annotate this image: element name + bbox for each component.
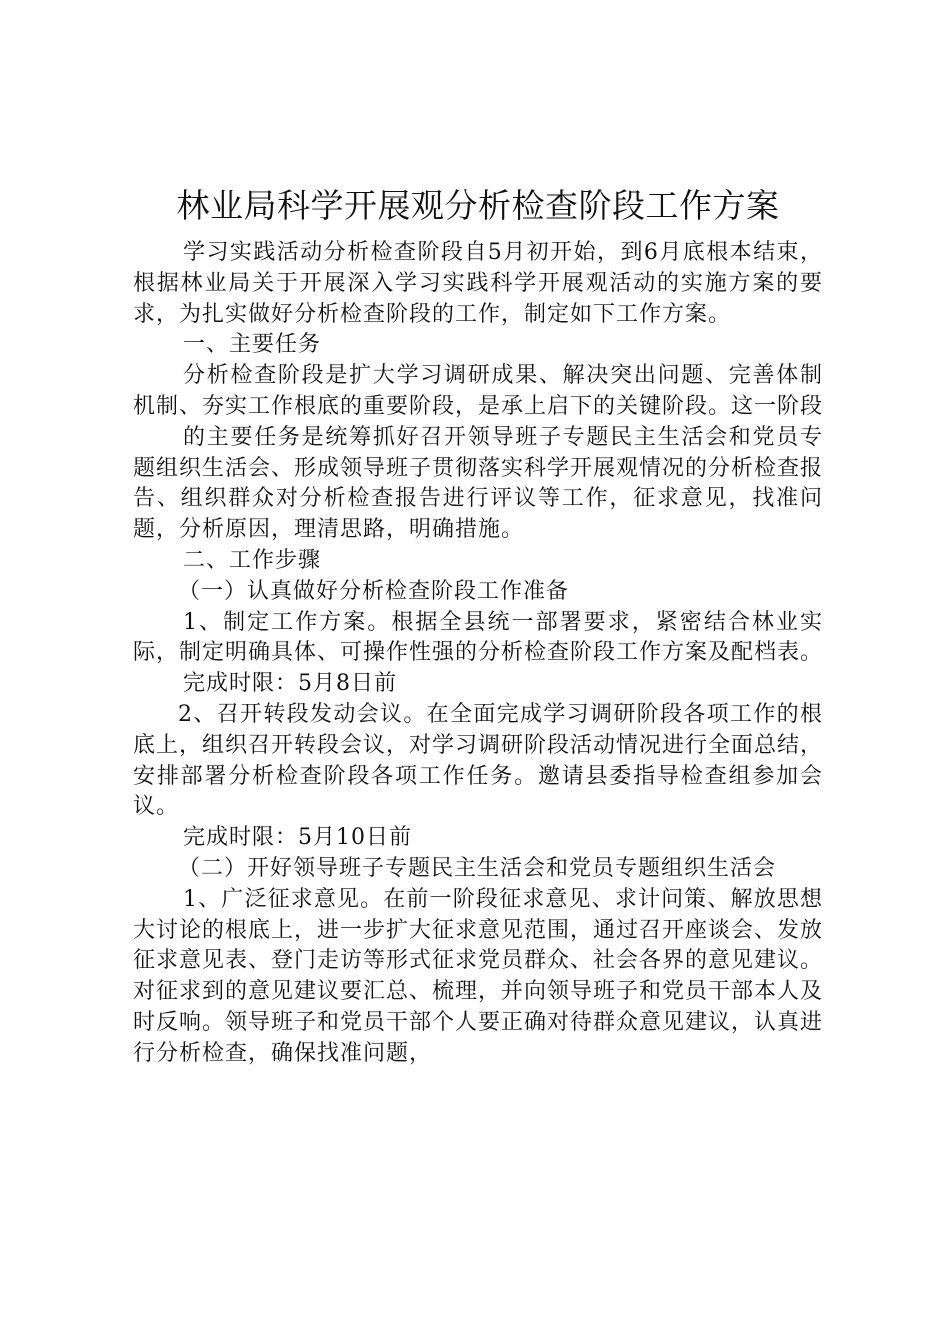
step-collect-opinions-paragraph: 1、广泛征求意见。在前一阶段征求意见、求计问策、解放思想大讨论的根底上，进一步扩大征求意见范围，通过召开座谈会、发放征求意见表、登门走访等形式征求党员群众、社会各界的意见建议。对征求到的意见建议要汇总、梳理，并向领导班子和党员干部本人及时反响。领导班子和党员干部个人要正确对待群众意见建议，认真进行分析检查，确保找准问题， [133, 886, 824, 1066]
document-title: 林业局科学开展观分析检查阶段工作方案 [176, 186, 780, 225]
deadline-may-8: 完成时限：5月8日前 [183, 671, 397, 697]
step-mobilization-meeting-paragraph: 2、召开转段发动会议。在全面完成学习调研阶段各项工作的根底上，组织召开转段会议，对学习调研阶段活动情况进行全面总结，安排部署分析检查阶段各项工作任务。邀请县委指导检查组参加会议。 [133, 701, 824, 820]
section-heading-main-tasks: 一、主要任务 [183, 332, 322, 358]
main-tasks-paragraph: 分析检查阶段是扩大学习调研成果、解决突出问题、完善体制机制、夯实工作根底的重要阶段，是承上启下的关键阶段。这一阶段 [133, 363, 824, 419]
step-work-plan-paragraph: 1、制定工作方案。根据全县统一部署要求，紧密结合林业实际，制定明确具体、可操作性强的分析检查阶段工作方案及配档表。 [133, 609, 824, 666]
document-page [133, 180, 823, 1070]
subsection-heading-life-meetings: （二）开好领导班子专题民主生活会和党员专题组织生活会 [178, 855, 777, 881]
main-tasks-paragraph-continued: 的主要任务是统筹抓好召开领导班子专题民主生活会和党员专题组织生活会、形成领导班子贯彻落实科学开展观情况的分析检查报告、组织群众对分析检查报告进行评议等工作，征求意见，找准问题，分析原因，理清思路，明确措施。 [133, 424, 824, 543]
deadline-may-10: 完成时限：5月10日前 [183, 825, 412, 851]
intro-paragraph: 学习实践活动分析检查阶段自5月初开始，到6月底根本结束，根据林业局关于开展深入学习实践科学开展观活动的实施方案的要求，为扎实做好分析检查阶段的工作，制定如下工作方案。 [133, 240, 823, 327]
subsection-heading-preparation: （一）认真做好分析检查阶段工作准备 [178, 578, 570, 604]
section-heading-work-steps: 二、工作步骤 [183, 547, 322, 573]
